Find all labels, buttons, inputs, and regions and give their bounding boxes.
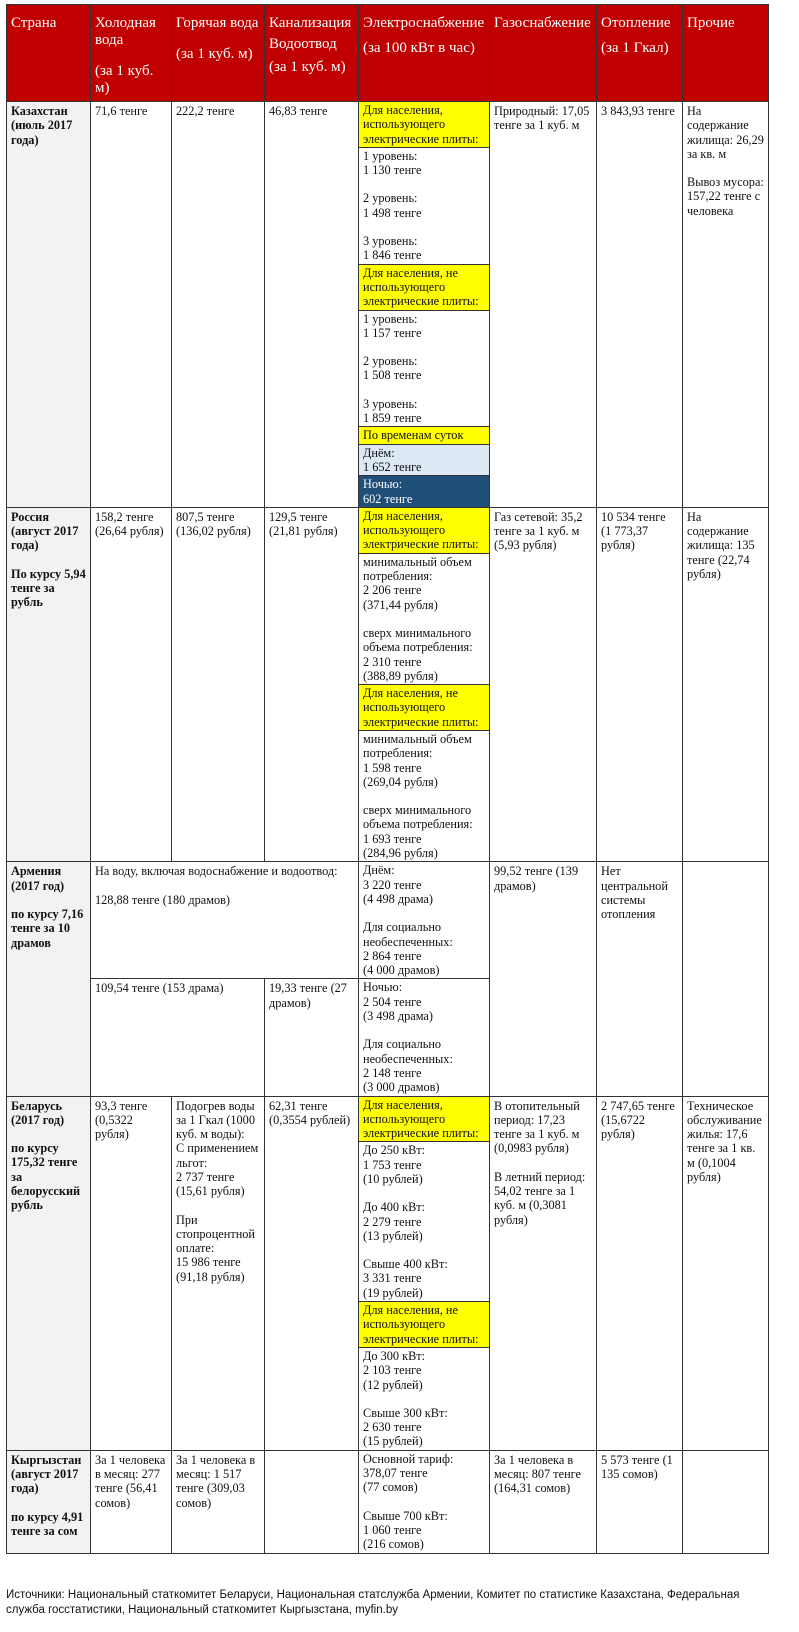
- row-belarus: [7, 1096, 769, 1450]
- country-belarus: Беларусь (2017 год) по курсу 175,32 тенге за белорусский рубль: [7, 1096, 91, 1450]
- kg-electricity: Основной тариф: 378,07 тенге (77 сомов) Свыше 700 кВт: 1 060 тенге (216 сомов): [359, 1450, 490, 1553]
- header-other: Прочие: [683, 5, 769, 102]
- am-gas: 99,52 тенге (139 драмов): [490, 862, 597, 1096]
- header-heating: Отопление (за 1 Гкал): [597, 5, 683, 102]
- am-electricity-day: Днём: 3 220 тенге (4 498 драма) Для социально необеспеченных: 2 864 тенге (4 000 драмов): [359, 862, 490, 979]
- by-elec-heading-no-electric-stoves: Для населения, не использующего электрические плиты:: [359, 1301, 489, 1348]
- kz-heating: 3 843,93 тенге: [597, 102, 683, 508]
- am-electricity-night: Ночью: 2 504 тенге (3 498 драма) Для социально необеспеченных: 2 148 тенге (3 000 драмов): [359, 979, 490, 1096]
- header-row: [7, 5, 769, 102]
- by-electricity: Для населения, использующего электрические плиты: До 250 кВт: 1 753 тенге (10 рублей) До 400 кВт: 2 279 тенге (13 рублей) Свыше 400 кВт: 3 331 тенге (19 рублей) Для населения, не использующего электрические плиты: До 300 кВт: 2 103 тенге (12 рублей) Свыше 300 кВт: 2 630 тенге (15 рублей): [359, 1096, 490, 1450]
- header-hot-water: Горячая вода (за 1 куб. м): [172, 5, 265, 102]
- ru-sewer: 129,5 тенге (21,81 рубля): [265, 507, 359, 862]
- ru-heating: 10 534 тенге (1 773,37 рубля): [597, 507, 683, 862]
- kz-electricity: Для населения, использующего электрические плиты: 1 уровень: 1 130 тенге 2 уровень: 1 498 тенге 3 уровень: 1 846 тенге Для населения, не использующего электрические плиты: 1 уровень: 1 157 тенге 2 уровень: 1 508 тенге 3 уровень: 1 859 тенге По временам суток Днём: 1 652 тенге Ночью: 602 тенге: [359, 102, 490, 508]
- ru-elec-heading-electric-stoves: Для населения, использующего электрические плиты:: [359, 508, 489, 554]
- kg-heating: 5 573 тенге (1 135 сомов): [597, 1450, 683, 1553]
- row-kazakhstan: [7, 102, 769, 508]
- kz-elec-day: Днём: 1 652 тенге: [359, 445, 489, 477]
- am-other: [683, 862, 769, 1096]
- row-russia: [7, 507, 769, 862]
- row-kyrgyzstan: [7, 1450, 769, 1553]
- ru-other: На содержание жилища: 135 тенге (22,74 рубля): [683, 507, 769, 862]
- ru-elec-heading-no-electric-stoves: Для населения, не использующего электрические плиты:: [359, 684, 489, 731]
- country-kazakhstan: Казахстан (июль 2017 года): [7, 102, 91, 508]
- by-hot-water: Подогрев воды за 1 Гкал (1000 куб. м воды): С применением льгот: 2 737 тенге (15,61 рубля) При стопроцентной оплате: 15 986 тенге (91,18 рубля): [172, 1096, 265, 1450]
- kg-other: [683, 1450, 769, 1553]
- header-sewer: Канализация Водоотвод (за 1 куб. м): [265, 5, 359, 102]
- kz-elec-heading-electric-stoves: Для населения, использующего электрические плиты:: [359, 102, 489, 148]
- header-country: Страна: [7, 5, 91, 102]
- tariff-table: [6, 4, 769, 1554]
- am-water-total: На воду, включая водоснабжение и водоотвод: 128,88 тенге (180 драмов): [91, 862, 359, 979]
- ru-hot-water: 807,5 тенге (136,02 рубля): [172, 507, 265, 862]
- country-kyrgyzstan: Кыргызстан (август 2017 года) по курсу 4,91 тенге за сом: [7, 1450, 91, 1553]
- ru-cold-water: 158,2 тенге (26,64 рубля): [91, 507, 172, 862]
- kg-gas: За 1 человека в месяц: 807 тенге (164,31 сомов): [490, 1450, 597, 1553]
- by-other: Техническое обслуживание жилья: 17,6 тенге за 1 кв. м (0,1004 рубля): [683, 1096, 769, 1450]
- header-electricity: Электроснабжение (за 100 кВт в час): [359, 5, 490, 102]
- am-cold-water: 109,54 тенге (153 драма): [91, 979, 265, 1096]
- row-armenia: [7, 862, 769, 979]
- am-sewer: 19,33 тенге (27 драмов): [265, 979, 359, 1096]
- by-elec-heading-electric-stoves: Для населения, использующего электрические плиты:: [359, 1097, 489, 1143]
- kz-gas: Природный: 17,05 тенге за 1 куб. м: [490, 102, 597, 508]
- by-cold-water: 93,3 тенге (0,5322 рубля): [91, 1096, 172, 1450]
- sources-note: Источники: Национальный статкомитет Беларуси, Национальная статслужба Армении, Комитет по статистике Казахстана, Федеральная служба госстатистики, Национальный статкомитет Кыргызстана, myfin.by: [6, 1589, 740, 1616]
- kg-sewer: [265, 1450, 359, 1553]
- kz-other: На содержание жилища: 26,29 за кв. м Вывоз мусора: 157,22 тенге с человека: [683, 102, 769, 508]
- header-gas: Газоснабжение: [490, 5, 597, 102]
- kz-sewer: 46,83 тенге: [265, 102, 359, 508]
- ru-electricity: Для населения, использующего электрические плиты: минимальный объем потребления: 2 206 тенге (371,44 рубля) сверх минимального объема потребления: 2 310 тенге (388,89 рубля) Для населения, не использующего электрические плиты: минимальный объем потребления: 1 598 тенге (269,04 рубля) сверх минимального объема потребления: 1 693 тенге (284,96 рубля): [359, 507, 490, 862]
- by-heating: 2 747,65 тенге (15,6722 рубля): [597, 1096, 683, 1450]
- country-armenia: Армения (2017 год) по курсу 7,16 тенге за 10 драмов: [7, 862, 91, 1096]
- am-heating: Нет центральной системы отопления: [597, 862, 683, 1096]
- by-sewer: 62,31 тенге (0,3554 рублей): [265, 1096, 359, 1450]
- ru-gas: Газ сетевой: 35,2 тенге за 1 куб. м (5,93 рубля): [490, 507, 597, 862]
- kg-hot-water: За 1 человека в месяц: 1 517 тенге (309,03 сомов): [172, 1450, 265, 1553]
- kz-elec-heading-time-of-day: По временам суток: [359, 426, 489, 444]
- header-cold-water: Холодная вода (за 1 куб. м): [91, 5, 172, 102]
- kg-cold-water: За 1 человека в месяц: 277 тенге (56,41 сомов): [91, 1450, 172, 1553]
- tariff-table-wrapper: [6, 4, 768, 1554]
- kz-elec-heading-no-electric-stoves: Для населения, не использующего электрические плиты:: [359, 264, 489, 311]
- country-russia: Россия (август 2017 года) По курсу 5,94 тенге за рубль: [7, 507, 91, 862]
- kz-hot-water: 222,2 тенге: [172, 102, 265, 508]
- kz-cold-water: 71,6 тенге: [91, 102, 172, 508]
- by-gas: В отопительный период: 17,23 тенге за 1 куб. м (0,0983 рубля) В летний период: 54,02 тенге за 1 куб. м (0,3081 рубля): [490, 1096, 597, 1450]
- kz-elec-night: Ночью: 602 тенге: [359, 476, 489, 507]
